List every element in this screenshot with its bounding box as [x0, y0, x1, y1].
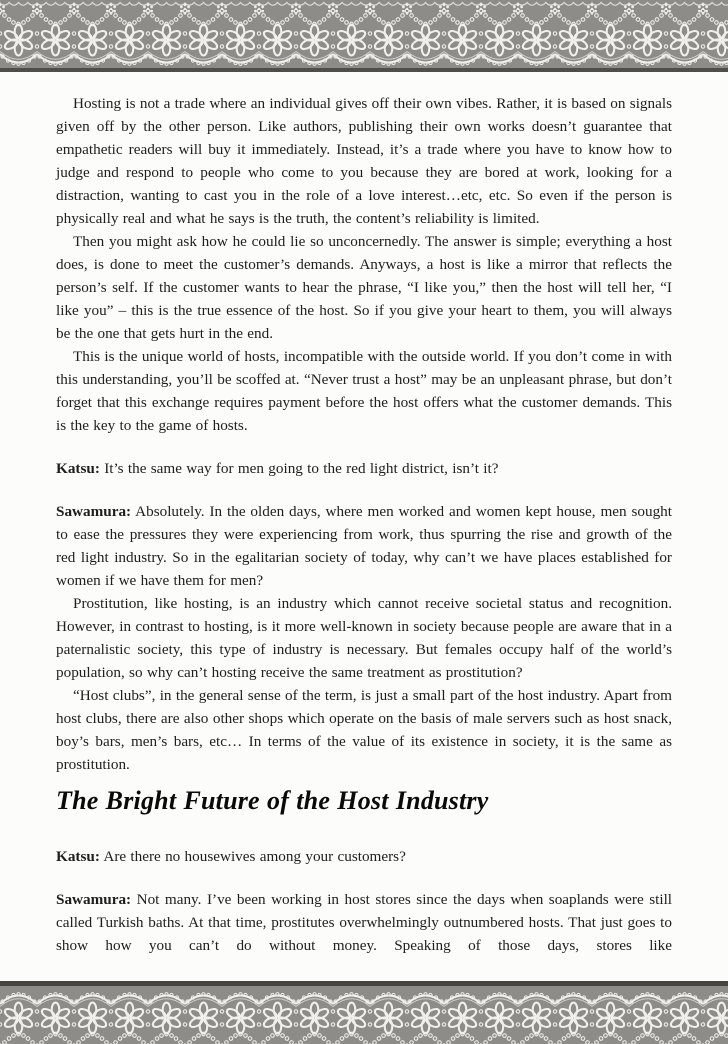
lace-border-bottom: [0, 981, 728, 1044]
speaker-label: Sawamura:: [56, 503, 132, 520]
dialogue-text: Not many. I’ve been working in host stores since the days when soaplands were still called Turkish baths. At that time, prostitutes overwhelmingly outnumbered hosts. That just goes to show how you can’t do without money. Speaking of those days, stores like: [56, 891, 673, 954]
section-heading: The Bright Future of the Host Industry: [56, 786, 489, 815]
dialogue-text: It’s the same way for men going to the red light district, isn’t it?: [104, 460, 499, 477]
dialogue-text: Are there no housewives among your customers?: [103, 848, 406, 865]
paragraph: This is the unique world of hosts, incompatible with the outside world. If you don’t come in with this understanding, you’ll be scoffed at. “Never trust a host” may be an unpleasant phrase, but don’t forget that this exchange requires payment before the host offers what the customer demands. This is the key to the game of hosts.: [56, 348, 672, 434]
dialogue-katsu-question-1: [56, 457, 672, 480]
speaker-label: Sawamura:: [56, 891, 132, 908]
speaker-label: Katsu:: [56, 848, 100, 865]
lace-pattern-top: [0, 0, 728, 72]
paragraph: “Host clubs”, in the general sense of the term, is just a small part of the host industry. Apart from host clubs, there are also other shops which operate on the basis of male servers such as host snack, boy’s bars, men’s bars, etc… In terms of the value of its existence in society, it is the same as prostitution.: [56, 687, 672, 773]
dialogue-sawamura-answer-1: [56, 500, 672, 592]
lace-border-top: [0, 0, 728, 72]
dialogue-text: Absolutely. In the olden days, where men worked and women kept house, men sought to ease the pressures they were experiencing from work, thus spurring the rise and growth of the red light industry. So in the egalitarian society of today, why can’t we have places established for women if we have them for men?: [56, 503, 672, 589]
speaker-label: Katsu:: [56, 460, 100, 477]
paragraph: Prostitution, like hosting, is an industry which cannot receive societal status and recognition. However, in contrast to hosting, is it more well-known in society because people are aware that in a paternalistic society, this type of industry is necessary. But females occupy half of the world’s population, so why can’t hosting receive the same treatment as prostitution?: [56, 595, 672, 681]
dialogue-sawamura-answer-2: [56, 888, 672, 957]
paragraph: Hosting is not a trade where an individual gives off their own vibes. Rather, it is based on signals given off by the other person. Like authors, publishing their own works doesn’t guarantee that empathetic readers will buy it immediately. Instead, it’s a trade where you have to know how to judge and respond to people who come to you because they are bored at work, looking for a distraction, wanting to cast you in the role of a love interest…etc, etc. So even if the person is physically real and what he says is the truth, the content’s reliability is limited.: [56, 95, 672, 227]
page-text: [56, 92, 672, 957]
paragraph: Then you might ask how he could lie so unconcernedly. The answer is simple; everything a host does, is done to meet the customer’s demands. Anyways, a host is like a mirror that reflects the person’s self. If the customer wants to hear the phrase, “I like you,” then the host will tell her, “I like you” – this is the true essence of the host. So if you give your heart to them, you will always be the one that gets hurt in the end.: [56, 233, 672, 342]
lace-pattern-bottom: [0, 986, 728, 1044]
dialogue-katsu-question-2: [56, 845, 672, 868]
